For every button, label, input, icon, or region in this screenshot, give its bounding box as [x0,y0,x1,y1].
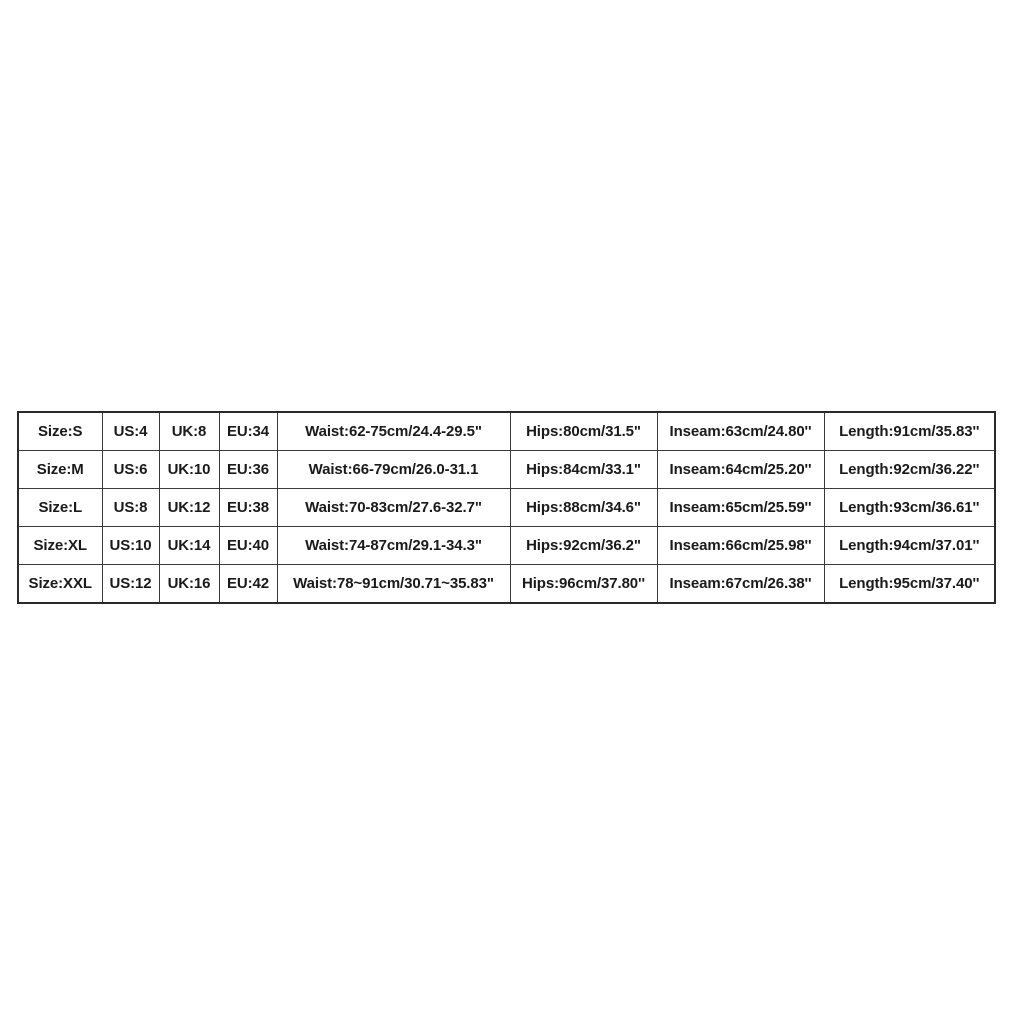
hips-cell: Hips:96cm/37.80'' [510,565,657,604]
table-row [18,451,995,489]
size-chart-table [17,411,996,604]
size-cell: Size:XL [18,527,102,565]
hips-cell: Hips:88cm/34.6" [510,489,657,527]
table-row [18,489,995,527]
eu-size-cell: EU:36 [219,451,277,489]
eu-size-cell: EU:34 [219,412,277,451]
eu-size-cell: EU:42 [219,565,277,604]
length-cell: Length:93cm/36.61'' [824,489,995,527]
inseam-cell: Inseam:66cm/25.98'' [657,527,824,565]
waist-cell: Waist:66-79cm/26.0-31.1 [277,451,510,489]
eu-size-cell: EU:40 [219,527,277,565]
us-size-cell: US:6 [102,451,159,489]
waist-cell: Waist:78~91cm/30.71~35.83" [277,565,510,604]
size-cell: Size:M [18,451,102,489]
us-size-cell: US:4 [102,412,159,451]
us-size-cell: US:12 [102,565,159,604]
uk-size-cell: UK:8 [159,412,219,451]
length-cell: Length:94cm/37.01'' [824,527,995,565]
us-size-cell: US:10 [102,527,159,565]
hips-cell: Hips:80cm/31.5" [510,412,657,451]
size-cell: Size:S [18,412,102,451]
table-row [18,527,995,565]
inseam-cell: Inseam:64cm/25.20'' [657,451,824,489]
table-row [18,565,995,604]
waist-cell: Waist:74-87cm/29.1-34.3" [277,527,510,565]
length-cell: Length:95cm/37.40'' [824,565,995,604]
size-cell: Size:L [18,489,102,527]
length-cell: Length:91cm/35.83'' [824,412,995,451]
table-row [18,412,995,451]
uk-size-cell: UK:14 [159,527,219,565]
uk-size-cell: UK:12 [159,489,219,527]
inseam-cell: Inseam:67cm/26.38'' [657,565,824,604]
hips-cell: Hips:92cm/36.2" [510,527,657,565]
inseam-cell: Inseam:65cm/25.59'' [657,489,824,527]
waist-cell: Waist:70-83cm/27.6-32.7" [277,489,510,527]
hips-cell: Hips:84cm/33.1" [510,451,657,489]
length-cell: Length:92cm/36.22'' [824,451,995,489]
uk-size-cell: UK:16 [159,565,219,604]
size-cell: Size:XXL [18,565,102,604]
inseam-cell: Inseam:63cm/24.80'' [657,412,824,451]
us-size-cell: US:8 [102,489,159,527]
waist-cell: Waist:62-75cm/24.4-29.5" [277,412,510,451]
eu-size-cell: EU:38 [219,489,277,527]
uk-size-cell: UK:10 [159,451,219,489]
